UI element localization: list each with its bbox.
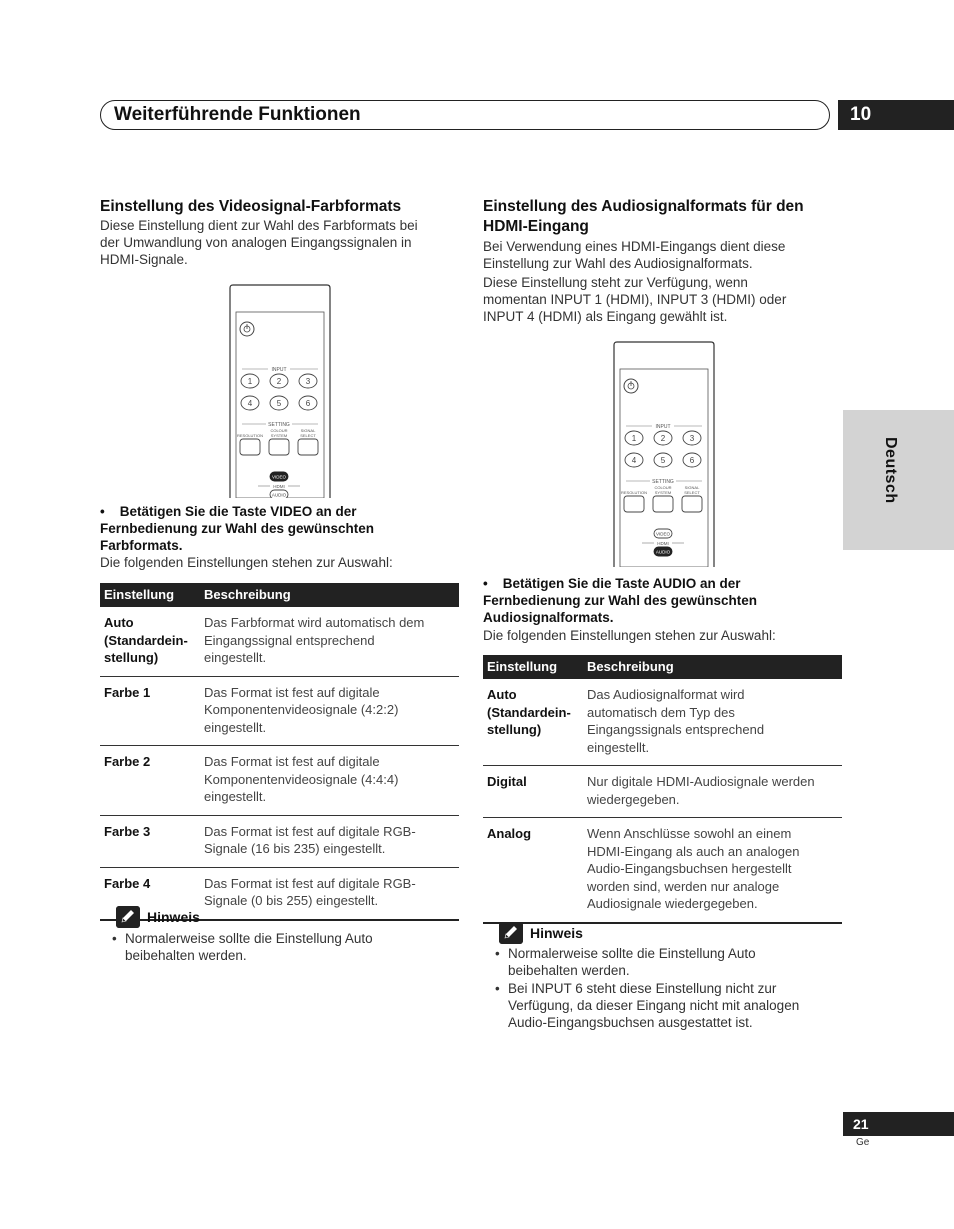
right-settings-table xyxy=(483,655,842,924)
note-pencil-icon xyxy=(499,922,523,944)
left-settings-table xyxy=(100,583,459,921)
svg-text:AUDIO: AUDIO xyxy=(271,492,287,498)
svg-text:HDMI: HDMI xyxy=(273,484,285,489)
svg-text:INPUT: INPUT xyxy=(271,367,287,373)
right-intro-2: Diese Einstellung steht zur Verfügung, wenn momentan INPUT 1 (HDMI), INPUT 3 (HDMI) oder INPUT 4 (HDMI) als Eingang gewählt ist. xyxy=(483,275,787,324)
table-row: Analog Wenn Anschlüsse sowohl an einem HDMI-Eingang als auch an analogen Audio-Eingangsbuchsen hergestellt worden sind, werden nur analoge Audiosignale wiedergegeben. xyxy=(483,818,842,923)
right-instruction: • Betätigen Sie die Taste AUDIO an der Fernbedienung zur Wahl des gewünschten Audiosignalformats. xyxy=(483,576,758,625)
table-header-row: Einstellung Beschreibung xyxy=(100,583,459,607)
left-instruction: • Betätigen Sie die Taste VIDEO an der Fernbedienung zur Wahl des gewünschten Farbformats. xyxy=(100,504,375,553)
svg-text:6: 6 xyxy=(689,456,695,465)
table-row: Auto (Standardein- stellung) Das Audiosignalformat wird automatisch dem Typ des Eingangssignals entsprechend eingestellt. xyxy=(483,679,842,766)
svg-text:SIGNAL: SIGNAL xyxy=(300,428,316,433)
right-intro-1: Bei Verwendung eines HDMI-Eingangs dient diese Einstellung zur Wahl des Audiosignalformats. xyxy=(483,239,786,271)
table-row: Farbe 3 Das Format ist fest auf digitale RGB- Signale (16 bis 235) eingestellt. xyxy=(100,815,459,867)
svg-text:HDMI: HDMI xyxy=(657,541,669,546)
svg-text:6: 6 xyxy=(305,399,311,408)
remote-illustration-audio xyxy=(612,341,716,567)
svg-text:VIDEO: VIDEO xyxy=(271,474,287,480)
svg-text:COLOUR: COLOUR xyxy=(270,428,288,433)
table-row: Auto (Standardein- stellung) Das Farbformat wird automatisch dem Eingangssignal entsprechend eingestellt. xyxy=(100,607,459,676)
page-title: Weiterführende Funktionen xyxy=(114,104,361,125)
table-row: Farbe 2 Das Format ist fest auf digitale Komponentenvideosignale (4:4:4) eingestellt. xyxy=(100,746,459,816)
right-note-item: • Bei INPUT 6 steht diese Einstellung nicht zur Verfügung, da dieser Eingang nicht mit analogen Audio-Eingangsbuchsen ausgestattet ist. xyxy=(495,981,800,1030)
svg-text:2: 2 xyxy=(276,377,282,386)
svg-text:1: 1 xyxy=(631,434,637,443)
svg-text:2: 2 xyxy=(660,434,666,443)
svg-text:COLOUR: COLOUR xyxy=(654,485,672,490)
table-row: Farbe 4 Das Format ist fest auf digitale RGB- Signale (0 bis 255) eingestellt. xyxy=(100,867,459,920)
left-note-title: Hinweis xyxy=(147,909,200,925)
svg-text:SETTING: SETTING xyxy=(652,479,674,485)
left-options-intro: Die folgenden Einstellungen stehen zur Auswahl: xyxy=(100,555,393,570)
svg-text:4: 4 xyxy=(631,456,637,465)
svg-text:3: 3 xyxy=(689,434,695,443)
svg-text:SELECT: SELECT xyxy=(684,490,700,495)
svg-text:5: 5 xyxy=(276,399,282,408)
svg-text:1: 1 xyxy=(247,377,253,386)
note-pencil-icon xyxy=(116,906,140,928)
right-heading: Einstellung des Audiosignalformats für den HDMI-Eingang xyxy=(483,198,804,235)
page-language-code: Ge xyxy=(856,1137,870,1148)
language-tab-label: Deutsch xyxy=(882,437,899,504)
left-note-item: • Normalerweise sollte die Einstellung Auto beibehalten werden. xyxy=(112,931,373,963)
svg-text:VIDEO: VIDEO xyxy=(655,531,671,537)
svg-text:SETTING: SETTING xyxy=(268,422,290,428)
chapter-number: 10 xyxy=(838,100,954,130)
svg-text:4: 4 xyxy=(247,399,253,408)
table-header-row: Einstellung Beschreibung xyxy=(483,655,842,679)
table-row: Digital Nur digitale HDMI-Audiosignale werden wiedergegeben. xyxy=(483,766,842,818)
svg-text:3: 3 xyxy=(305,377,311,386)
svg-text:AUDIO: AUDIO xyxy=(655,549,671,555)
svg-text:SELECT: SELECT xyxy=(300,433,316,438)
right-note-item: • Normalerweise sollte die Einstellung Auto beibehalten werden. xyxy=(495,946,756,978)
remote-illustration-video xyxy=(228,284,332,498)
left-heading: Einstellung des Videosignal-Farbformats xyxy=(100,198,402,215)
svg-text:RESOLUTION: RESOLUTION xyxy=(620,490,648,495)
svg-text:RESOLUTION: RESOLUTION xyxy=(236,433,264,438)
table-row: Farbe 1 Das Format ist fest auf digitale Komponentenvideosignale (4:2:2) eingestellt. xyxy=(100,676,459,746)
right-note-title: Hinweis xyxy=(530,925,583,941)
svg-text:SIGNAL: SIGNAL xyxy=(684,485,700,490)
svg-text:5: 5 xyxy=(660,456,666,465)
svg-text:SYSTEM: SYSTEM xyxy=(654,490,672,495)
svg-text:INPUT: INPUT xyxy=(655,424,671,430)
left-intro: Diese Einstellung dient zur Wahl des Farbformats bei der Umwandlung von analogen Eingangssignalen in HDMI-Signale. xyxy=(100,218,418,267)
right-options-intro: Die folgenden Einstellungen stehen zur Auswahl: xyxy=(483,628,776,643)
page-number: 21 xyxy=(843,1112,954,1136)
svg-text:SYSTEM: SYSTEM xyxy=(270,433,288,438)
